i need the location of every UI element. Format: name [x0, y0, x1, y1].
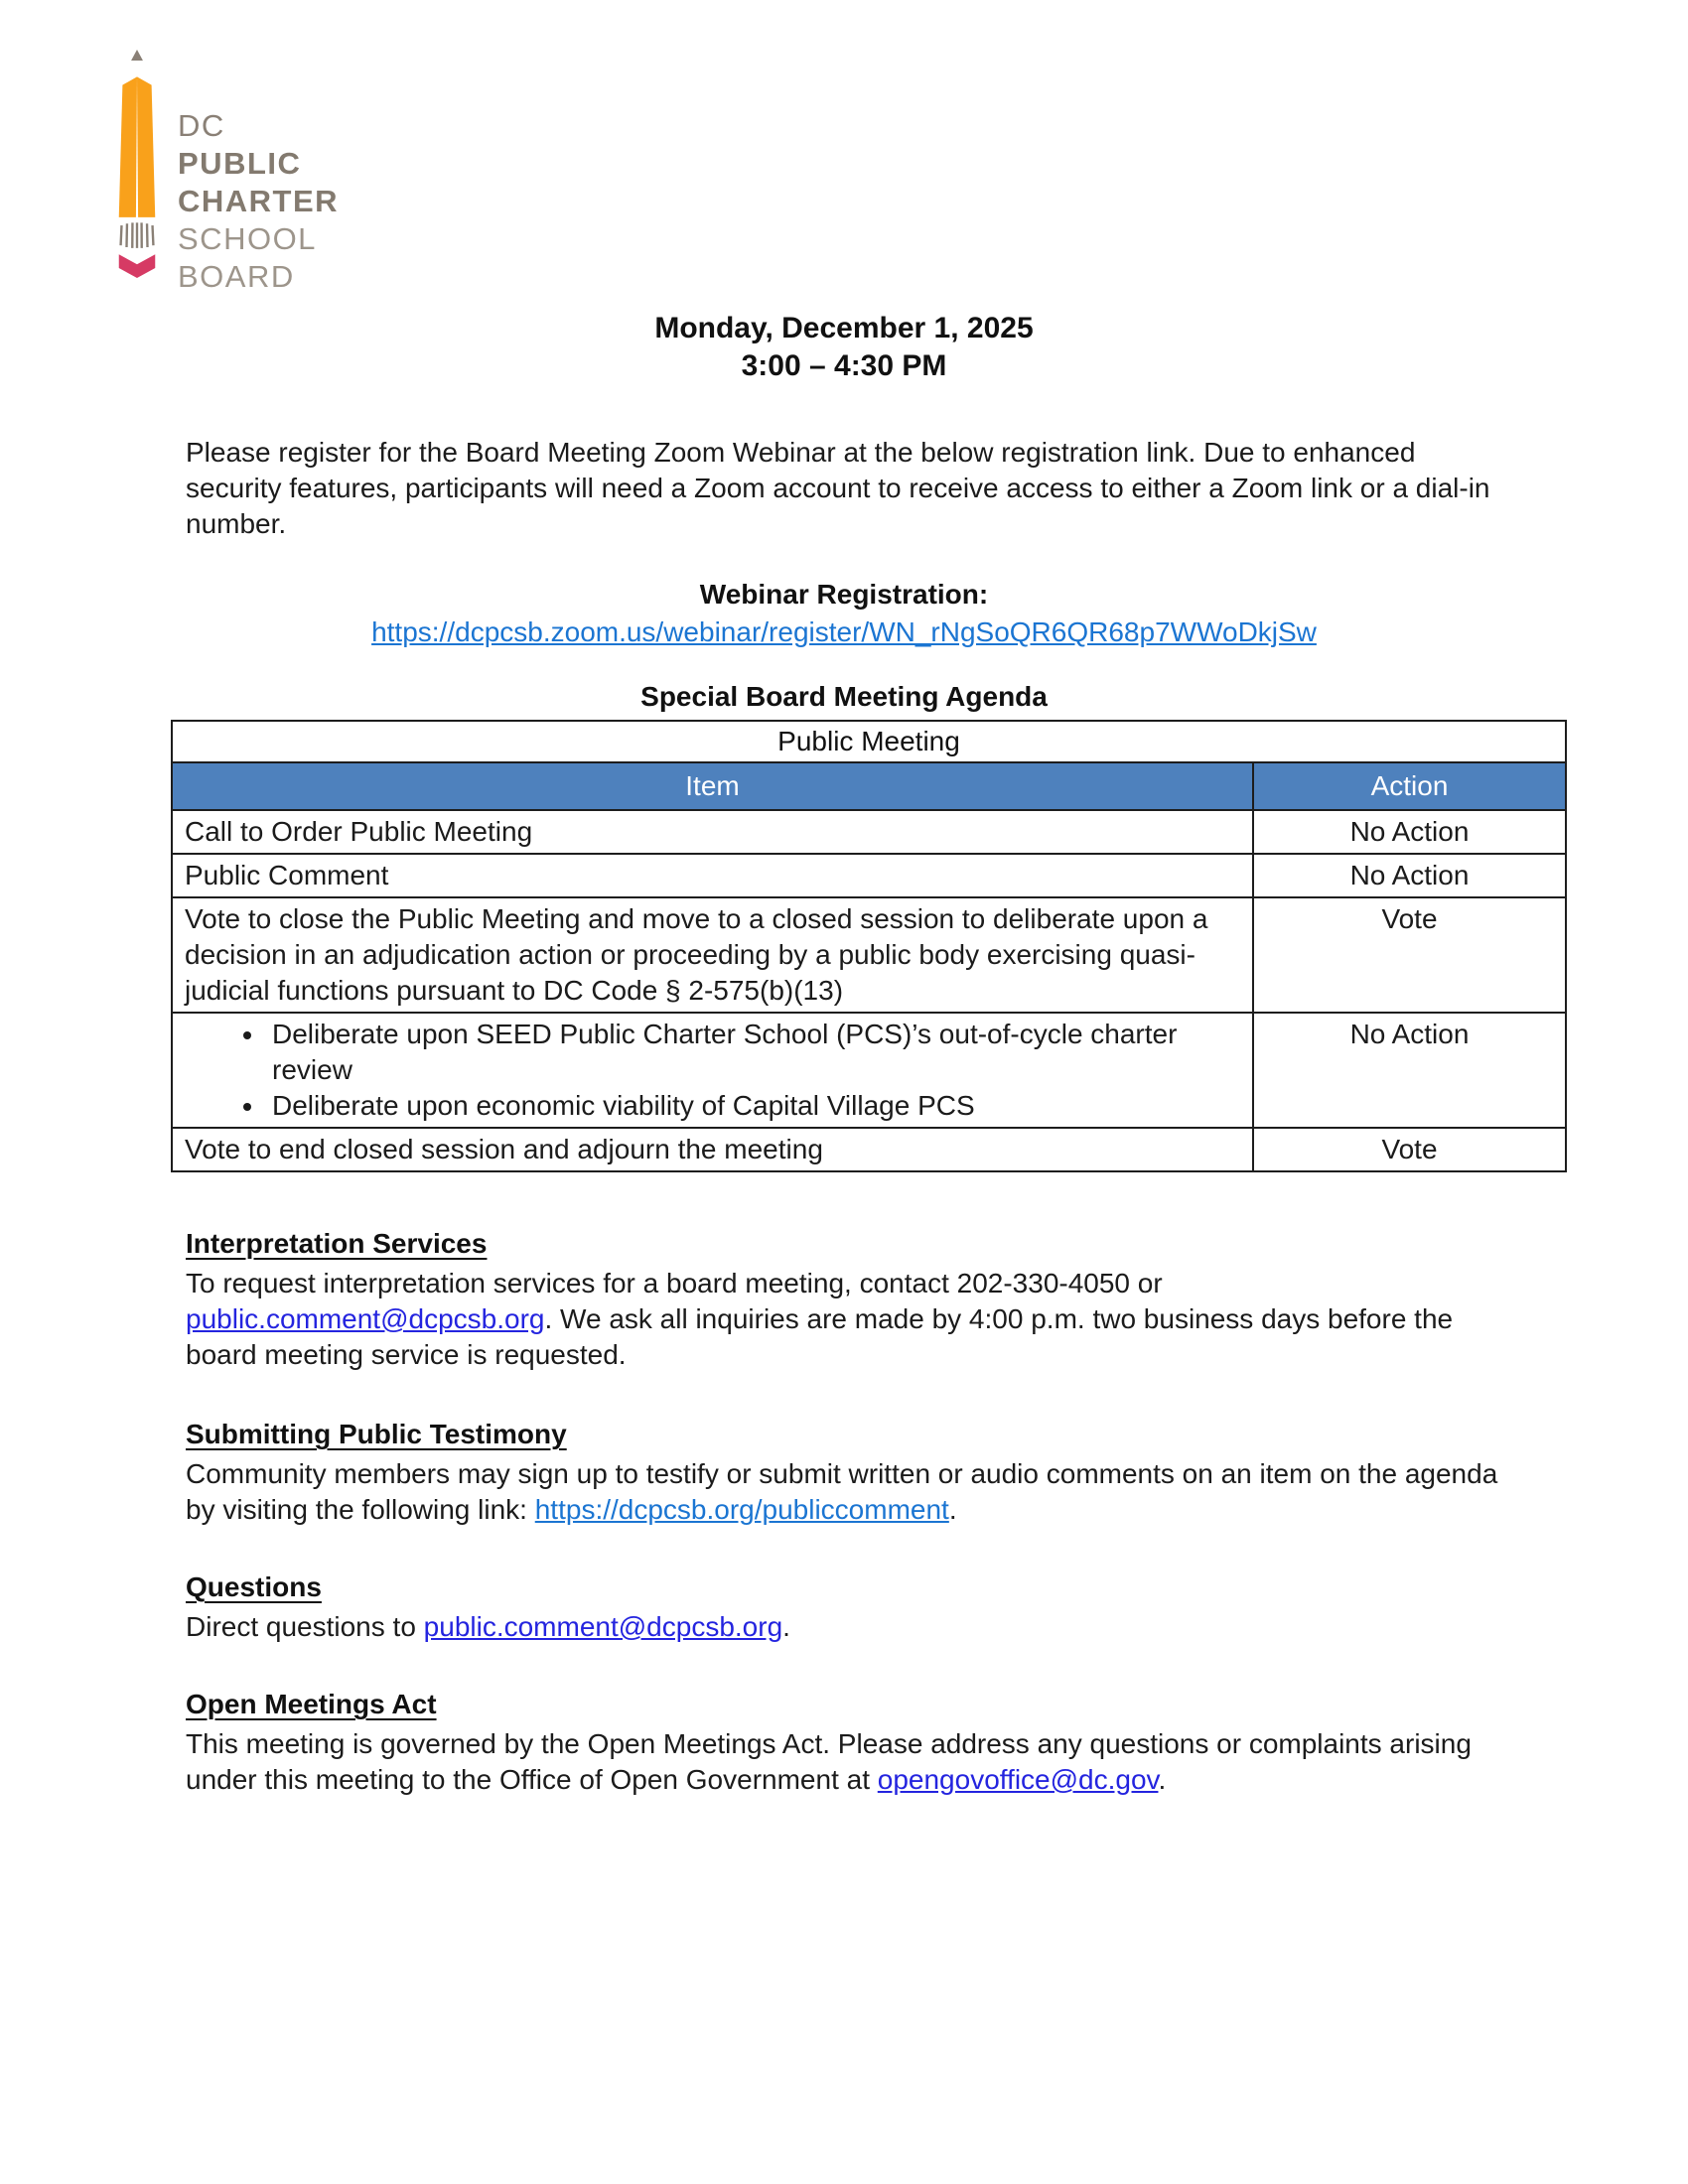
- questions-text-after: .: [782, 1611, 790, 1642]
- meeting-date: Monday, December 1, 2025: [654, 312, 1034, 344]
- questions-text-before: Direct questions to: [186, 1611, 424, 1642]
- agenda-table: [171, 720, 1567, 1172]
- logo-line-charter: CHARTER: [178, 184, 340, 218]
- agenda-action: No Action: [1253, 854, 1566, 897]
- public-testimony-heading: Submitting Public Testimony: [186, 1419, 567, 1449]
- questions-heading: Questions: [186, 1571, 322, 1602]
- agenda-bullet-list: [185, 1017, 1242, 1124]
- logo-line-public: PUBLIC: [178, 146, 302, 181]
- agenda-item: Vote to close the Public Meeting and move to a closed session to deliberate upon a decision in an adjudication action or proceeding by a public body exercising quasi-judicial functions pursuant to DC Code § 2-575(b)(13): [172, 897, 1253, 1013]
- opengov-email-link[interactable]: opengovoffice@dc.gov: [877, 1764, 1159, 1795]
- agenda-title: Special Board Meeting Agenda: [640, 681, 1048, 712]
- interpretation-text-after: . We ask all inquiries are made by 4:00 p.m. two business days before the board meeting service is requested.: [186, 1303, 1454, 1370]
- agenda-action: No Action: [1253, 1013, 1566, 1128]
- meeting-time: 3:00 – 4:30 PM: [741, 349, 947, 382]
- agenda-action: Vote: [1253, 897, 1566, 1013]
- agenda-bullet: • Deliberate upon SEED Public Charter School (PCS)’s out-of-cycle charter review: [266, 1017, 1242, 1088]
- open-meetings-act-paragraph: [186, 1726, 1506, 1798]
- table-header-row: [172, 762, 1566, 810]
- agenda-bullet: • Deliberate upon economic viability of Capital Village PCS: [266, 1088, 1242, 1124]
- table-row: [172, 721, 1566, 762]
- table-row: [172, 897, 1566, 1013]
- table-row: [172, 810, 1566, 854]
- meeting-datetime: [0, 310, 1688, 385]
- agenda-action: No Action: [1253, 810, 1566, 854]
- logo-line-board: BOARD: [178, 259, 295, 294]
- logo-line-dc: DC: [178, 108, 225, 143]
- agenda-table-title: Public Meeting: [172, 721, 1566, 762]
- agenda-action: Vote: [1253, 1128, 1566, 1171]
- agenda-item: Public Comment: [172, 854, 1253, 897]
- questions-email-link[interactable]: public.comment@dcpcsb.org: [423, 1611, 783, 1642]
- table-row: [172, 1013, 1566, 1128]
- logo-line-school: SCHOOL: [178, 221, 317, 256]
- column-header-action: Action: [1253, 762, 1566, 810]
- testimony-text-after: .: [948, 1494, 957, 1525]
- table-row: [172, 1128, 1566, 1171]
- open-meetings-act-heading: Open Meetings Act: [186, 1689, 437, 1719]
- testimony-text-before: Community members may sign up to testify or submit written or audio comments on an item on the agenda by visiting the following link:: [186, 1458, 1498, 1525]
- table-row: [172, 854, 1566, 897]
- interpretation-services-paragraph: [186, 1266, 1506, 1373]
- interpretation-email-link[interactable]: public.comment@dcpcsb.org: [186, 1303, 545, 1334]
- interpretation-text-before: To request interpretation services for a board meeting, contact 202-330-4050 or: [186, 1268, 1163, 1298]
- oma-text-after: .: [1158, 1764, 1167, 1795]
- public-testimony-paragraph: [186, 1456, 1506, 1528]
- column-header-item: Item: [172, 762, 1253, 810]
- interpretation-services-heading: Interpretation Services: [186, 1228, 488, 1259]
- questions-paragraph: [186, 1609, 1506, 1645]
- agenda-item-bullets: [172, 1013, 1253, 1128]
- agenda-item: Vote to end closed session and adjourn the meeting: [172, 1128, 1253, 1171]
- dcpcsb-logo: [114, 50, 339, 296]
- logo-wordmark: [178, 107, 339, 296]
- oma-text-before: This meeting is governed by the Open Meetings Act. Please address any questions or complaints arising under this meeting to the Office of Open Government at: [186, 1728, 1472, 1795]
- agenda-item: Call to Order Public Meeting: [172, 810, 1253, 854]
- webinar-registration-link[interactable]: https://dcpcsb.zoom.us/webinar/register/WN_rNgSoQR6QR68p7WWoDkjSw: [371, 616, 1317, 647]
- intro-paragraph: Please register for the Board Meeting Zoom Webinar at the below registration link. Due to enhanced security features, participants will need a Zoom account to receive access to either a Zoom link or a dial-in number.: [186, 437, 1490, 539]
- webinar-registration-heading: Webinar Registration:: [699, 579, 989, 610]
- public-comment-link[interactable]: https://dcpcsb.org/publiccomment: [534, 1494, 949, 1525]
- pencil-logo-icon: [114, 50, 160, 278]
